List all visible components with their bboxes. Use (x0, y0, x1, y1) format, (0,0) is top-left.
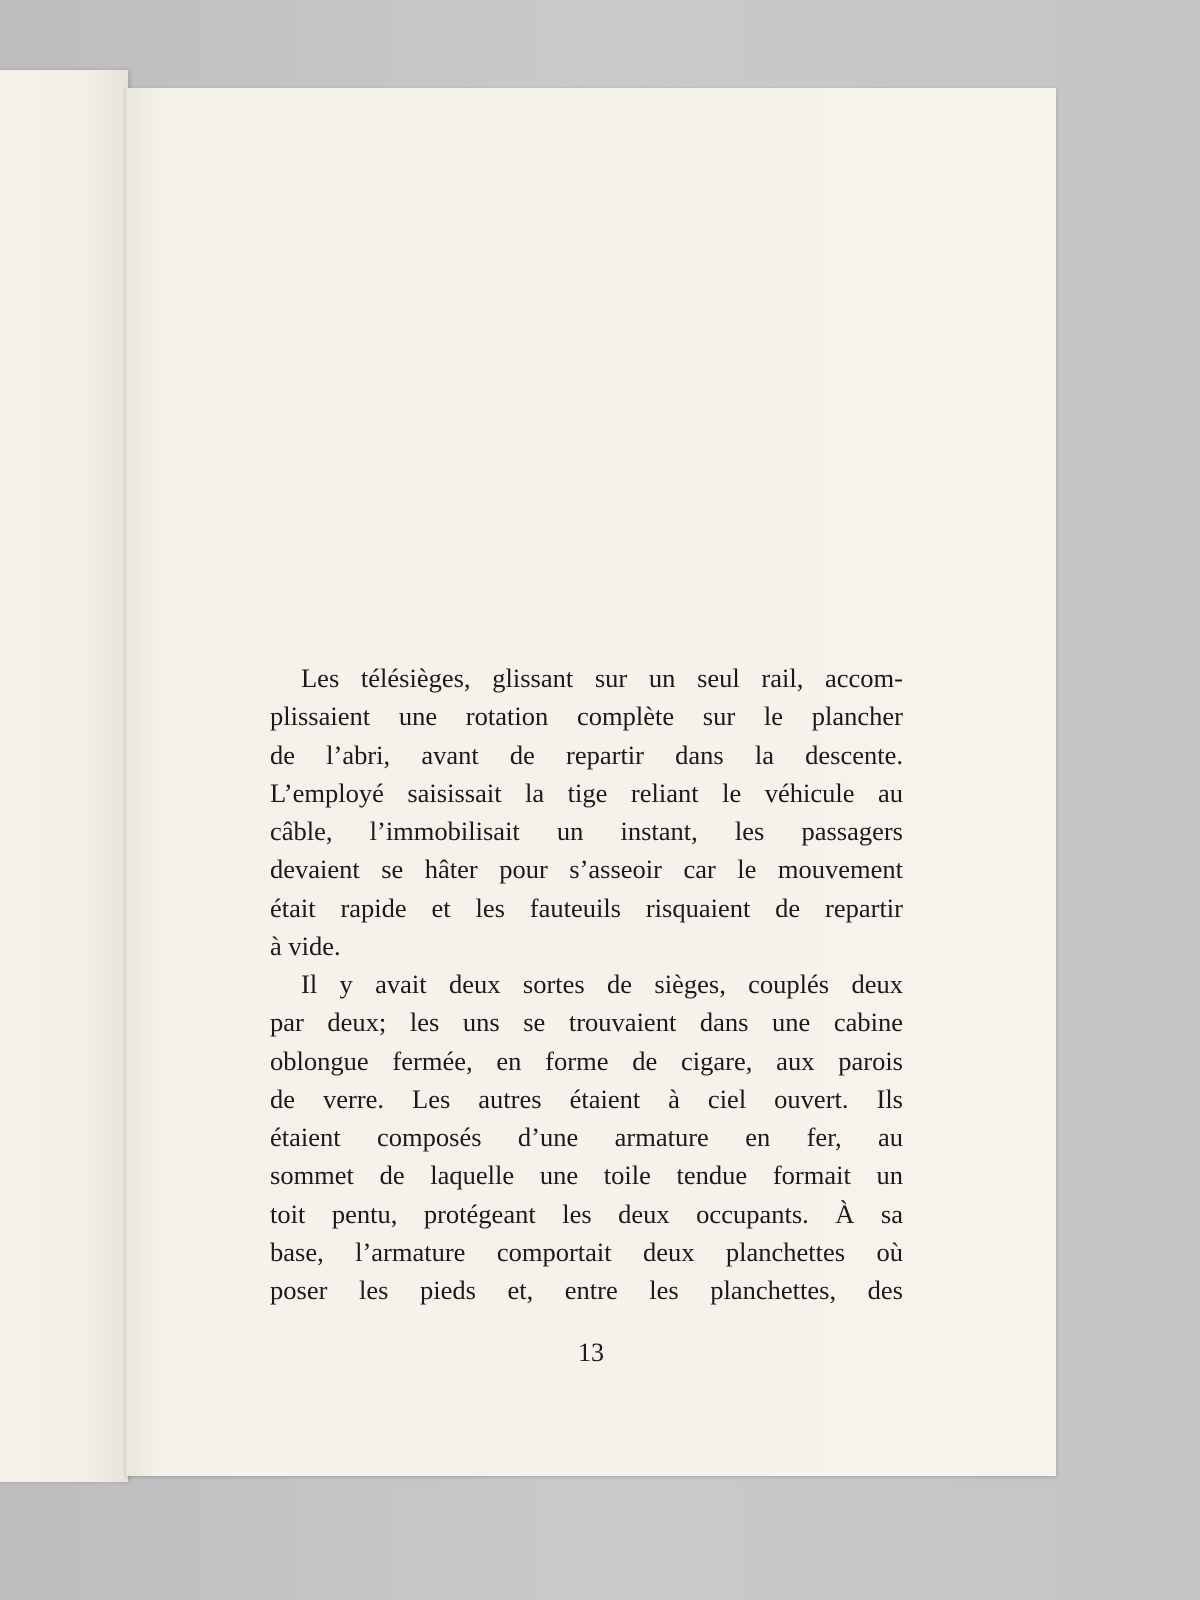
paragraph-1 (270, 659, 903, 965)
right-page (126, 88, 1056, 1476)
paragraph-2 (270, 965, 903, 1309)
text-line: devaient se hâter pour s’asseoir car le mouvement (270, 854, 903, 885)
text-line: à vide. (270, 930, 341, 961)
text-line: par deux; les uns se trouvaient dans une cabine (270, 1007, 903, 1038)
text-line: Il y avait deux sortes de sièges, couplés deux (301, 969, 903, 999)
page-number: 13 (578, 1338, 604, 1367)
text-line: sommet de laquelle une toile tendue formait un (270, 1160, 903, 1191)
text-line: de l’abri, avant de repartir dans la descente. (270, 739, 903, 770)
text-line: Les télésièges, glissant sur un seul rail, accom- (301, 663, 903, 693)
text-line: était rapide et les fauteuils risquaient de repartir (270, 892, 903, 923)
body-text (270, 659, 903, 1309)
text-line: base, l’armature comportait deux planchettes où (270, 1236, 903, 1267)
text-line: poser les pieds et, entre les planchettes, des (270, 1275, 903, 1305)
text-line: câble, l’immobilisait un instant, les passagers (270, 816, 903, 846)
text-line: oblongue fermée, en forme de cigare, aux parois (270, 1045, 903, 1076)
text-line: de verre. Les autres étaient à ciel ouvert. Ils (270, 1083, 903, 1114)
text-line: plissaient une rotation complète sur le plancher (270, 701, 903, 732)
text-line: L’employé saisissait la tige reliant le véhicule au (270, 777, 903, 808)
left-page (0, 70, 128, 1482)
text-line: toit pentu, protégeant les deux occupants. À sa (270, 1198, 903, 1229)
text-line: étaient composés d’une armature en fer, au (270, 1122, 903, 1152)
